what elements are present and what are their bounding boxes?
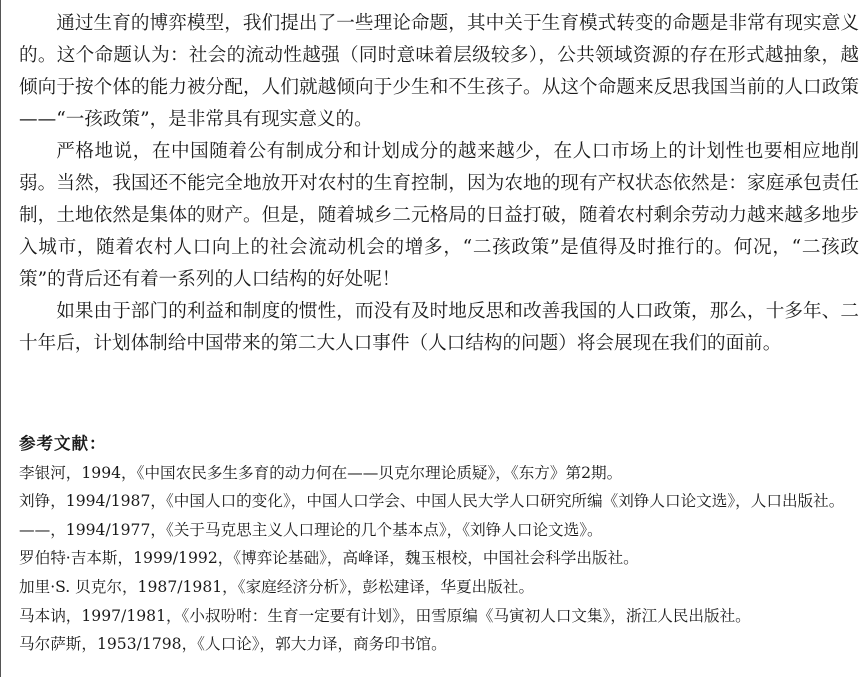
reference-item: ——，1994/1977，《关于马克思主义人口理论的几个基本点》，《刘铮人口论文选》。 xyxy=(19,520,603,539)
body-text xyxy=(19,8,859,360)
reference-item: 李银河，1994，《中国农民多生多育的动力何在——贝克尔理论质疑》，《东方》第2期。 xyxy=(19,463,623,482)
body-paragraph-2: 严格地说，在中国随着公有制成分和计划成分的越来越少，在人口市场上的计划性也要相应地削弱。当然，我国还不能完全地放开对农村的生育控制，因为农地的现有产权状态依然是：家庭承包责任制，土地依然是集体的财产。但是，随着城乡二元格局的日益打破，随着农村剩余劳动力越来越多地步入城市，随着农村人口向上的社会流动机会的增多，“二孩政策”是值得及时推行的。何况，“二孩政策”的背后还有着一系列的人口结构的好处呢！ xyxy=(19,141,859,290)
references-section xyxy=(19,430,859,659)
reference-item: 罗伯特·吉本斯，1999/1992，《博弈论基础》，高峰译，魏玉根校，中国社会科学出版社。 xyxy=(19,549,639,568)
references-heading: 参考文献： xyxy=(19,434,107,453)
body-paragraph-3: 如果由于部门的利益和制度的惯性，而没有及时地反思和改善我国的人口政策，那么，十多年、二十年后，计划体制给中国带来的第二大人口事件（人口结构的问题）将会展现在我们的面前。 xyxy=(19,301,859,354)
reference-item: 加里·S. 贝克尔，1987/1981，《家庭经济分析》，彭松建译，华夏出版社。 xyxy=(19,577,535,596)
reference-list xyxy=(19,459,859,659)
reference-item: 马本讷，1997/1981，《小叔吩咐：生育一定要有计划》，田雪原编《马寅初人口文集》，浙江人民出版社。 xyxy=(19,606,751,625)
body-paragraph-1: 通过生育的博弈模型，我们提出了一些理论命题，其中关于生育模式转变的命题是非常有现实意义的。这个命题认为：社会的流动性越强（同时意味着层级较多），公共领域资源的存在形式越抽象，越倾向于按个体的能力被分配，人们就越倾向于少生和不生孩子。从这个命题来反思我国当前的人口政策——“一孩政策”，是非常具有现实意义的。 xyxy=(19,13,859,130)
reference-item: 刘铮，1994/1987，《中国人口的变化》，中国人口学会、中国人民大学人口研究所编《刘铮人口论文选》，人口出版社。 xyxy=(19,492,845,511)
reference-item: 马尔萨斯，1953/1798，《人口论》，郭大力译，商务印书馆。 xyxy=(19,635,447,654)
